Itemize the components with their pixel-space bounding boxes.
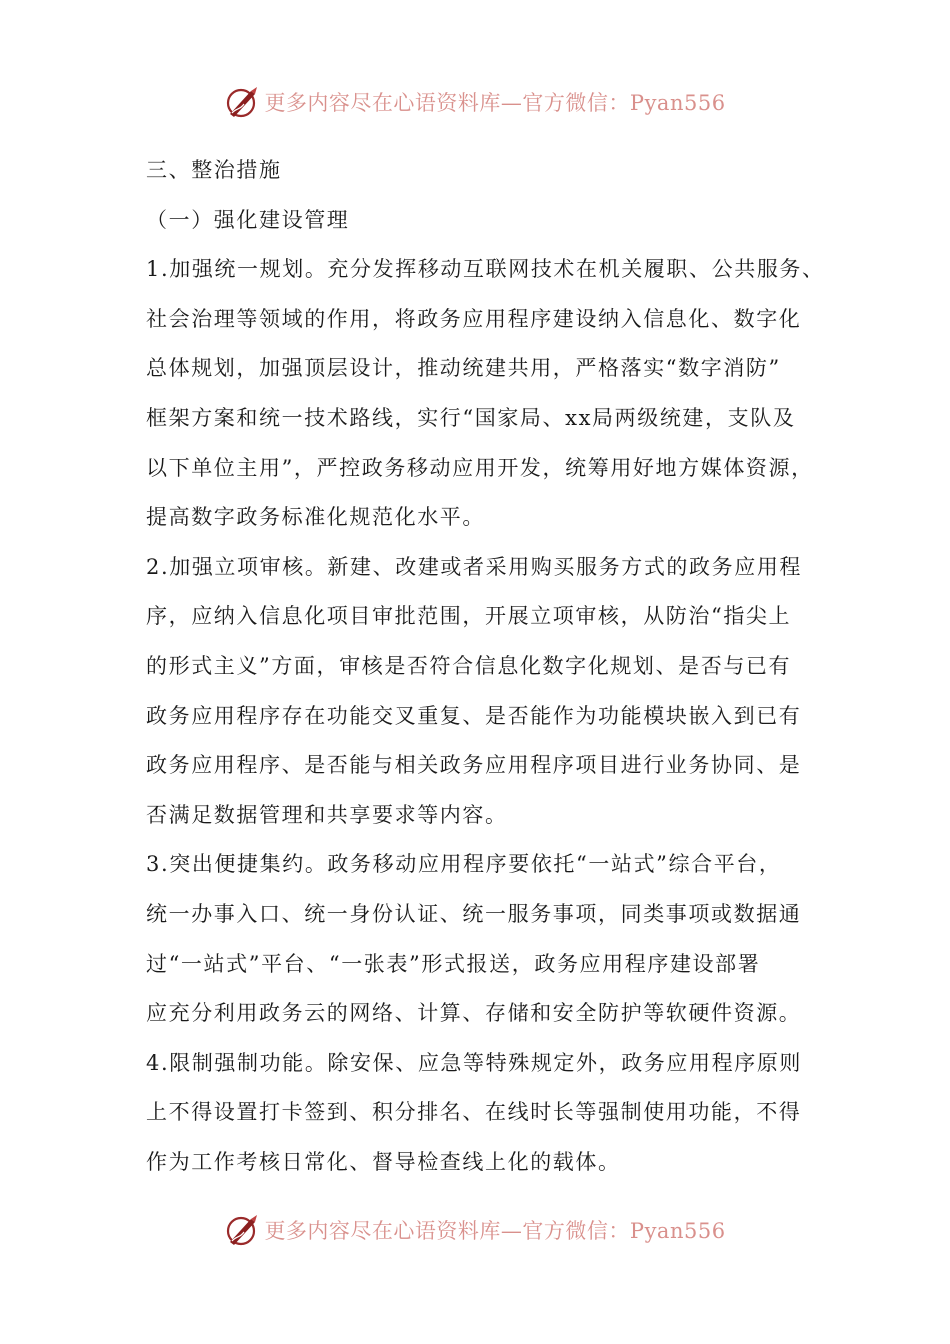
paragraph-line: 提高数字政务标准化规范化水平。 bbox=[146, 505, 485, 530]
paragraph-line: 作为工作考核日常化、督导检查线上化的载体。 bbox=[146, 1149, 621, 1174]
paragraph-line: 1.加强统一规划。充分发挥移动互联网技术在机关履职、公共服务、 bbox=[146, 257, 825, 282]
subsection-heading: （一）强化建设管理 bbox=[146, 207, 350, 232]
paragraph-line: 政务应用程序、是否能与相关政务应用程序项目进行业务协同、是 bbox=[146, 753, 802, 778]
paragraph-line: 上不得设置打卡签到、积分排名、在线时长等强制使用功能，不得 bbox=[146, 1100, 802, 1125]
paragraph-line: 统一办事入口、统一身份认证、统一服务事项，同类事项或数据通 bbox=[146, 901, 802, 926]
pen-logo-icon bbox=[224, 84, 260, 120]
paragraph-line: 3.突出便捷集约。政务移动应用程序要依托“一站式”综合平台， bbox=[146, 852, 782, 877]
paragraph-line: 的形式主义”方面，审核是否符合信息化数字化规划、是否与已有 bbox=[146, 653, 792, 678]
watermark-text: 更多内容尽在心语资料库—官方微信：Pyan556 bbox=[264, 1219, 726, 1243]
section-heading: 三、整治措施 bbox=[146, 158, 282, 182]
paragraph-line: 序，应纳入信息化项目审批范围，开展立项审核，从防治“指尖上 bbox=[146, 604, 792, 629]
paragraph-line: 政务应用程序存在功能交叉重复、是否能作为功能模块嵌入到已有 bbox=[146, 703, 802, 728]
paragraph-line: 2.加强立项审核。新建、改建或者采用购买服务方式的政务应用程 bbox=[146, 554, 803, 579]
document-body bbox=[146, 146, 826, 1187]
paragraph-line: 以下单位主用”，严控政务移动应用开发，统筹用好地方媒体资源， bbox=[146, 455, 814, 480]
watermark-text: 更多内容尽在心语资料库—官方微信：Pyan556 bbox=[264, 91, 726, 115]
header-watermark bbox=[0, 82, 950, 122]
paragraph-line: 框架方案和统一技术路线，实行“国家局、xx局两级统建，支队及 bbox=[146, 405, 796, 430]
paragraph-line: 社会治理等领域的作用，将政务应用程序建设纳入信息化、数字化 bbox=[146, 306, 802, 331]
pen-logo-icon bbox=[224, 1212, 260, 1248]
footer-watermark bbox=[0, 1210, 950, 1250]
paragraph-line: 4.限制强制功能。除安保、应急等特殊规定外，政务应用程序原则 bbox=[146, 1050, 803, 1075]
paragraph-line: 过“一站式”平台、“一张表”形式报送，政务应用程序建设部署 bbox=[146, 951, 761, 976]
paragraph-line: 总体规划，加强顶层设计，推动统建共用，严格落实“数字消防” bbox=[146, 356, 781, 381]
paragraph-line: 应充分利用政务云的网络、计算、存储和安全防护等软硬件资源。 bbox=[146, 1001, 802, 1026]
paragraph-line: 否满足数据管理和共享要求等内容。 bbox=[146, 802, 508, 827]
